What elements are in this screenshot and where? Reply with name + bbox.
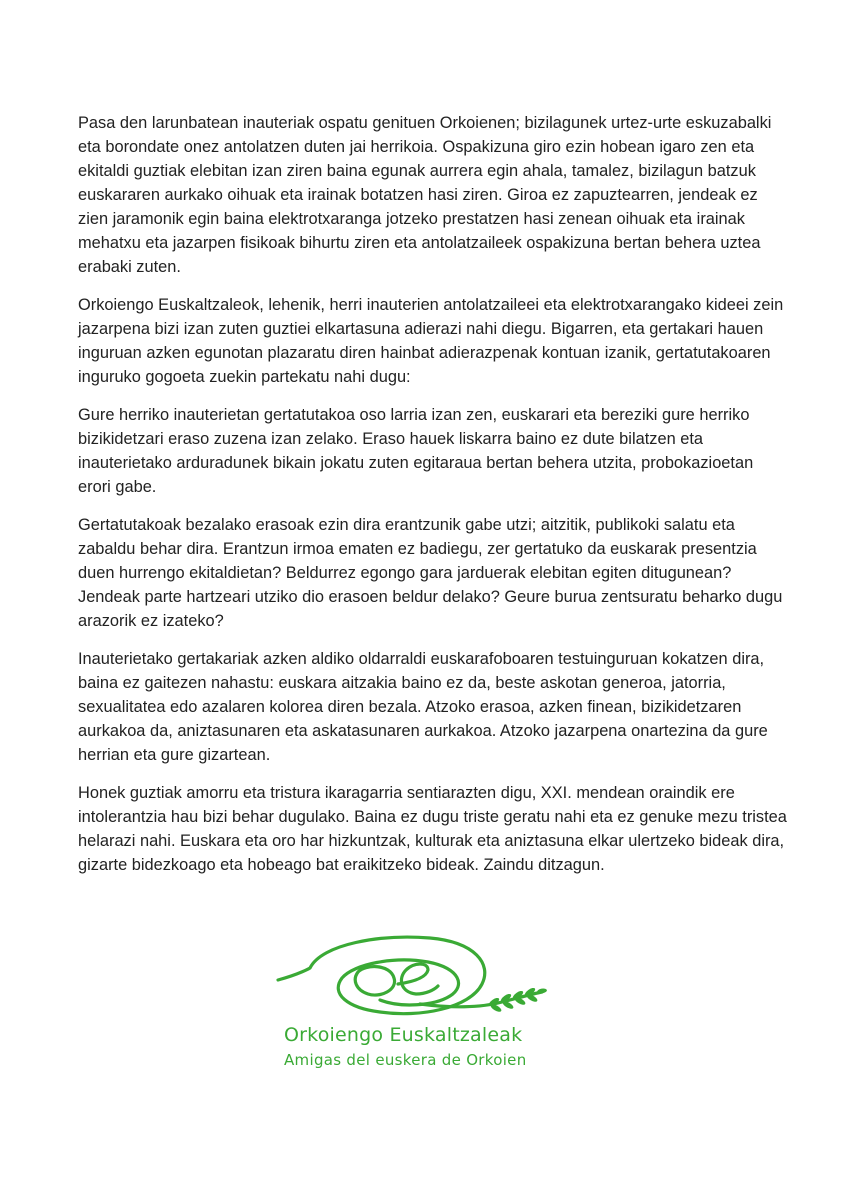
wheat-icon [488,986,548,1013]
paragraph-4: Gertatutakoak bezalako erasoak ezin dira erantzunik gabe utzi; aitzitik, publikoki salatu eta zabaldu behar dira. Erantzun irmoa ematen ez badiegu, zer gertatuko da euskarak presentzia duen hurrengo ekitaldietan? Beldurrez egongo gara jarduerak elebitan egiten ditugunean? Jendeak parte hartzeari utziko dio erasoen beldur delako? Geure burua zentsuratu beharko dugu arazorik ez izateko? [78,516,783,630]
paragraph-6: Honek guztiak amorru eta tristura ikaragarria sentiarazten digu, XXI. mendean oraindik ere intolerantzia hau bizi behar dugulako. Baina ez dugu triste geratu nahi eta ez genuke mezu tristea helarazi nahi. Euskara eta oro har hizkuntzak, kulturak eta aniztasuna elkar ulertzeko bideak dira, gizarte bidezkoago eta hobeago bat eraikitzeko bideak. Zaindu ditzagun. [78,784,787,874]
paragraph-5: Inauterietako gertakariak azken aldiko oldarraldi euskarafoboaren testuinguruan kokatzen dira, baina ez gaitezen nahastu: euskara aitzakia baino ez da, beste askotan generoa, jatorria, sexualitatea edo azalaren kolorea diren bezala. Atzoko erasoa, azken finean, bizikidetzaren aurkakoa da, aniztasunaren eta askatasunaren aurkakoa. Atzoko jazarpena onartezina da gure herrian eta gure gizartean. [78,650,768,764]
logo-subtitle: Amigas del euskera de Orkoien [284,1051,527,1069]
letter-body [78,111,790,891]
organization-logo [270,928,570,1078]
paragraph-2: Orkoiengo Euskaltzaleok, lehenik, herri inauterien antolatzaileei eta elektrotxarangako kideei zein jazarpena bizi izan zuten guztiei elkartasuna adierazi nahi diegu. Bigarren, eta gertakari hauen inguruan azken egunotan plazaratu diren hainbat adierazpenak kontuan izanik, gertatutakoaren inguruko gogoeta zuekin partekatu nahi dugu: [78,296,784,386]
paragraph-3: Gure herriko inauterietan gertatutakoa oso larria izan zen, euskarari eta bereziki gure herriko bizikidetzari eraso zuzena izan zelako. Eraso hauek liskarra baino ez dute bilatzen eta inauterietako arduradunek bikain jokatu zuten egitaraua bertan behera utzita, probokazioetan erori gabe. [78,406,754,496]
paragraph-1: Pasa den larunbatean inauteriak ospatu genituen Orkoienen; bizilagunek urtez-urte eskuzabalki eta borondate onez antolatzen duten jai herrikoia. Ospakizuna giro ezin hobean igaro zen eta ekitaldi guztiak elebitan izan ziren baina egunak aurrera egin ahala, tamalez, bizilagun batzuk euskararen aurkako oihuak eta irainak botatzen hasi ziren. Giroa ez zapuztearren, jendeak ez zien jaramonik egin baina elektrotxaranga jotzeko prestatzen hasi zenean oihuak eta irainak mehatxu eta jazarpen fisikoak bihurtu ziren eta antolatzaileek ospakizuna bertan behera uztea erabaki zuten. [78,114,772,276]
logo-title: Orkoiengo Euskaltzaleak [284,1024,523,1046]
oe-spiral-wheat-logo-icon [270,928,570,1028]
